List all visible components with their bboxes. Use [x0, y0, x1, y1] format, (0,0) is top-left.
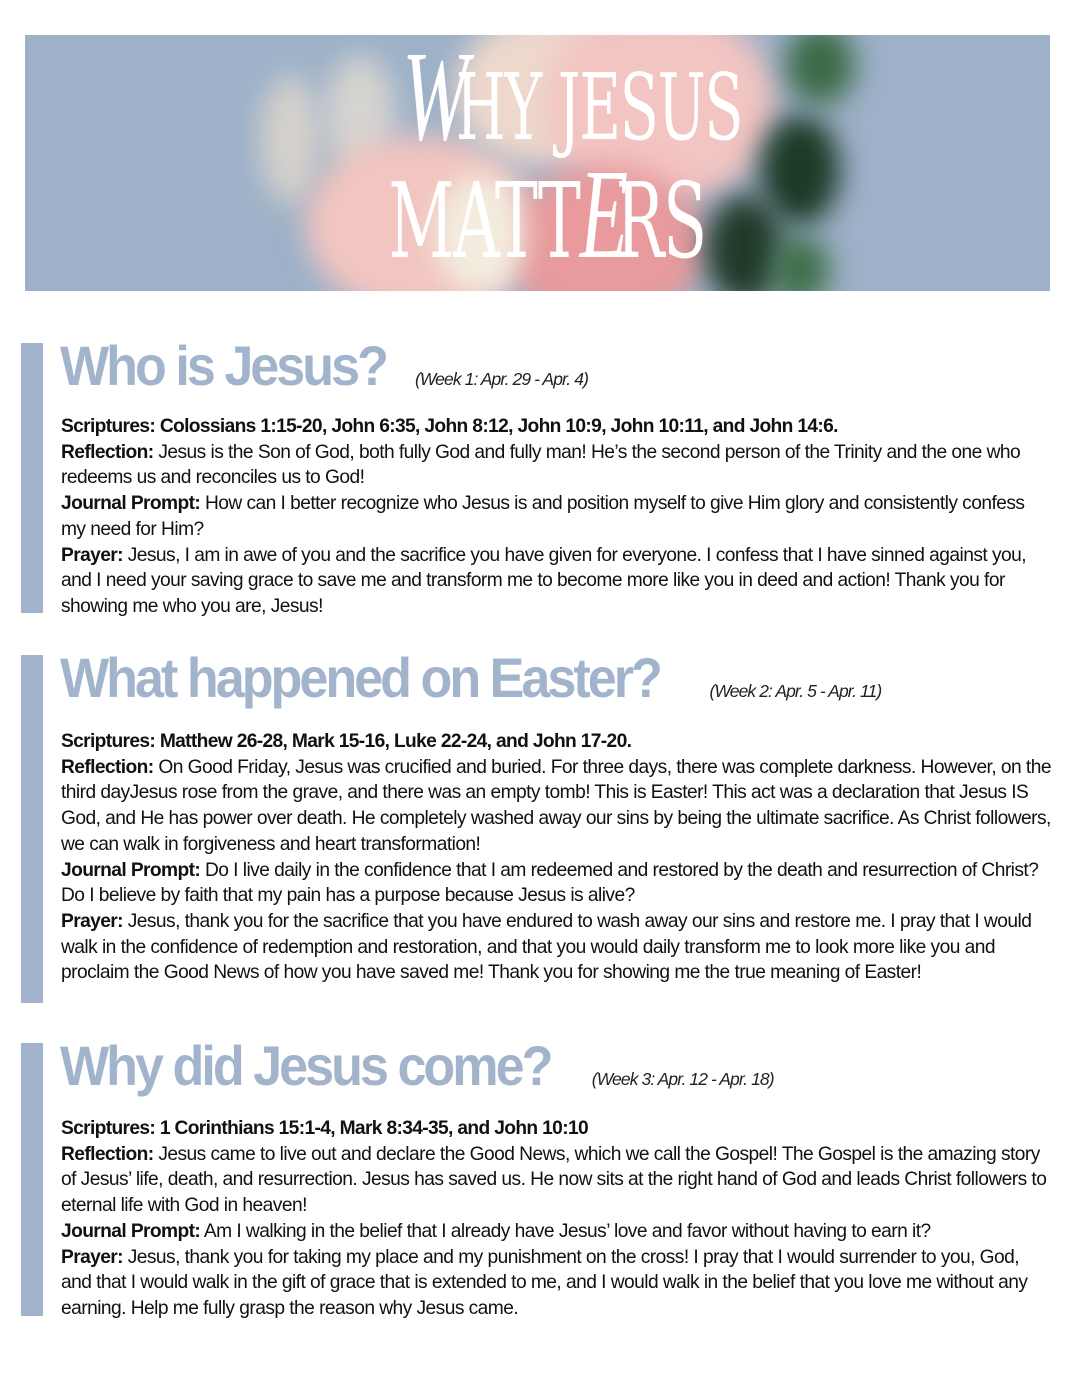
journal-prompt-paragraph: [61, 1219, 1051, 1245]
section-header: [60, 333, 588, 398]
section-accent-bar: [21, 343, 43, 613]
banner-title-text: RS: [616, 160, 707, 282]
section-title: Why did Jesus come?: [60, 1034, 551, 1097]
prayer-label: Prayer:: [61, 544, 123, 566]
scripture-references: Scriptures: Matthew 26-28, Mark 15-16, Luke 22-24, and John 17-20.: [61, 731, 632, 752]
reflection-paragraph: [61, 1142, 1051, 1219]
prayer-paragraph: [61, 543, 1051, 620]
section-body: [61, 729, 1051, 986]
scripture-references: Scriptures: Colossians 1:15-20, John 6:35, John 8:12, John 10:9, John 10:11, and John 14:6.: [61, 416, 838, 437]
reflection-paragraph: [61, 440, 1051, 491]
prayer-label: Prayer:: [61, 1246, 123, 1268]
banner-title: [25, 35, 1050, 291]
banner-title-text: HY JESUS: [456, 54, 743, 162]
reflection-label: Reflection:: [61, 1143, 154, 1165]
prayer-text: Jesus, thank you for taking my place and my punishment on the cross! I pray that I would surrender to you, God, and that I would walk in the gift of grace that is extended to me, and I would walk in the belief that you love me without any earning. Help me fully grasp the reason why Jesus came.: [61, 1246, 1028, 1319]
section-header: [60, 1033, 774, 1098]
week-label: (Week 2: Apr. 5 - Apr. 11): [709, 681, 882, 701]
section-accent-bar: [21, 1043, 43, 1316]
journal-prompt-paragraph: [61, 858, 1051, 909]
journal-prompt-text: Do I live daily in the confidence that I am redeemed and restored by the death and resurrection of Christ? Do I believe by faith that my pain has a purpose because Jesus is alive?: [61, 859, 1039, 907]
journal-prompt-paragraph: [61, 491, 1051, 542]
banner-title-text: MATT: [388, 160, 580, 282]
journal-prompt-label: Journal Prompt:: [61, 1220, 201, 1242]
journal-prompt-label: Journal Prompt:: [61, 859, 201, 881]
week-label: (Week 3: Apr. 12 - Apr. 18): [591, 1069, 774, 1089]
reflection-text: On Good Friday, Jesus was crucified and buried. For three days, there was complete darkness. However, on the third dayJesus rose from the grave, and there was an empty tomb! This is Easter! This act was a declaration that Jesus IS God, and He has power over death. He completely washed away our sins by being the ultimate sacrifice. As Christ followers, we can walk in forgiveness and heart transformation!: [61, 756, 1051, 855]
banner-title-line-2: [388, 143, 707, 285]
section-title: Who is Jesus?: [60, 334, 386, 397]
journal-prompt-text: Am I walking in the belief that I already have Jesus’ love and favor without having to earn it?: [200, 1220, 931, 1242]
section-accent-bar: [21, 655, 43, 1003]
reflection-label: Reflection:: [61, 441, 154, 463]
prayer-paragraph: [61, 909, 1051, 986]
section-header: [60, 645, 881, 710]
banner-title-swash-e: E: [579, 143, 623, 285]
journal-prompt-text: How can I better recognize who Jesus is and position myself to give Him glory and consistently confess my need for Him?: [61, 493, 1025, 540]
prayer-label: Prayer:: [61, 910, 123, 932]
journal-prompt-label: Journal Prompt:: [61, 493, 201, 515]
hero-banner: [25, 35, 1050, 291]
section-body: [61, 1116, 1051, 1322]
reflection-paragraph: [61, 755, 1051, 858]
prayer-text: Jesus, I am in awe of you and the sacrifice you have given for everyone. I confess that I have sinned against you, and I need your saving grace to save me and transform me to become more like you in deed and action! Thank you for showing me who you are, Jesus!: [61, 544, 1027, 617]
reflection-label: Reflection:: [61, 756, 154, 778]
reflection-text: Jesus is the Son of God, both fully God and fully man! He’s the second person of the Trinity and the one who redeems us and reconciles us to God!: [61, 441, 1021, 489]
banner-title-line-1: [402, 35, 743, 168]
week-label: (Week 1: Apr. 29 - Apr. 4): [414, 369, 588, 389]
prayer-paragraph: [61, 1245, 1051, 1322]
section-body: [61, 414, 1051, 620]
section-title: What happened on Easter?: [60, 646, 660, 709]
prayer-text: Jesus, thank you for the sacrifice that you have endured to wash away our sins and restore me. I pray that I would walk in the confidence of redemption and restoration, and that you would daily transform me to look more like you and proclaim the Good News of how you have saved me! Thank you for showing me the true meaning of Easter!: [61, 910, 1032, 984]
banner-title-swash-w: W: [402, 35, 463, 168]
scripture-references: Scriptures: 1 Corinthians 15:1-4, Mark 8:34-35, and John 10:10: [61, 1118, 588, 1139]
reflection-text: Jesus came to live out and declare the Good News, which we call the Gospel! The Gospel is the amazing story of Jesus’ life, death, and resurrection. Jesus has saved us. He now sits at the right hand of God and leads Christ followers to eternal life with God in heaven!: [61, 1143, 1047, 1217]
